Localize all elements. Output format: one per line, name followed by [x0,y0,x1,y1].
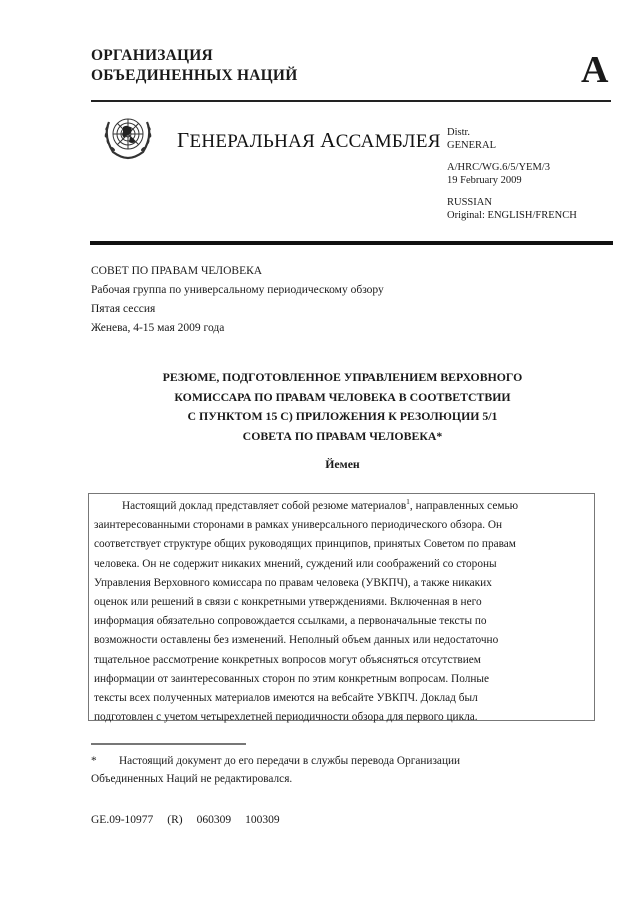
document-language: RUSSIAN [447,197,492,208]
working-group: Рабочая группа по универсальному периодическому обзору [91,284,384,296]
summary-line-3: соответствует структуре общих руководящих принципов, принятых Советом по правам [94,538,516,551]
organization-line-1: ОРГАНИЗАЦИЯ [91,47,213,64]
footnote-ref[interactable]: 1 [406,497,410,506]
title-line-4: СОВЕТА ПО ПРАВАМ ЧЕЛОВЕКА* [242,428,443,443]
document-symbol: A/HRC/WG.6/5/YEM/3 [447,162,550,173]
footnote [91,752,571,788]
summary-text [94,497,592,727]
document-date: 19 February 2009 [447,175,522,186]
revision-mark: (R) [167,814,183,826]
assembly-cap-2: А [320,128,336,152]
un-emblem-icon [97,112,159,160]
summary-line-1-text: Настоящий доклад представляет собой резюме материалов [122,500,407,512]
summary-line-8: возможности оставлены без изменений. Неполный объем данных или недостаточно [94,634,499,647]
assembly-rest-1: ЕНЕРАЛЬНАЯ [189,131,321,152]
summary-line-11: тексты всех полученных материалов имеются на вебсайте УВКПЧ. Доклад был [94,692,478,705]
footnote-divider [91,743,246,745]
venue-dates: Женева, 4-15 мая 2009 года [91,322,225,334]
organization-line-2: ОБЪЕДИНЕННЫХ НАЦИЙ [91,67,298,84]
summary-line-1-tail: , направленных семью [409,500,519,512]
summary-line-1 [94,497,592,516]
council-name: СОВЕТ ПО ПРАВАМ ЧЕЛОВЕКА [91,265,263,277]
job-number: GE.09-10977 [91,814,154,826]
job-number-footer [91,812,294,828]
document-title [130,368,555,446]
footnote-text-line-1: Настоящий документ до его передачи в службы перевода Организации [119,755,461,767]
footnote-text-line-2: Объединенных Наций не редактировался. [91,773,293,785]
header-divider [91,100,611,102]
general-assembly-heading [177,128,441,154]
summary-line-9: тщательное рассмотрение конкретных вопросов могут объясняться отсутствием [94,653,481,666]
summary-line-10: информации от заинтересованных сторон по этим конкретным вопросам. Полные [94,672,490,685]
distr-value: GENERAL [447,140,496,151]
title-line-2: КОМИССАРА ПО ПРАВАМ ЧЕЛОВЕКА В СООТВЕТСТВИИ [174,389,511,404]
session: Пятая сессия [91,303,156,315]
assembly-cap-1: Г [177,128,190,152]
summary-line-7: информация обязательно сопровождается ссылками, а первоначальные тексты по [94,615,487,628]
document-series-letter: A [581,49,609,91]
original-language: Original: ENGLISH/FRENCH [447,210,577,221]
footnote-marker: * [91,755,97,767]
summary-line-6: оценок или решений в связи с конкретными утверждениями. Включенная в него [94,596,482,609]
date-code-2: 100309 [245,814,280,826]
organization-name [91,46,297,86]
masthead-thick-divider [90,241,613,245]
council-info [91,262,384,338]
title-line-3: С ПУНКТОМ 15 С) ПРИЛОЖЕНИЯ К РЕЗОЛЮЦИИ 5/1 [187,409,498,423]
summary-line-12: подготовлен с учетом четырехлетней периодичности обзора для первого цикла. [94,711,478,724]
title-line-1: РЕЗЮМЕ, ПОДГОТОВЛЕННОЕ УПРАВЛЕНИЕМ ВЕРХОВНОГО [162,370,523,384]
summary-line-2: заинтересованными сторонами в рамках универсального периодического обзора. Он [94,519,503,532]
country-name: Йемен [325,457,360,471]
summary-line-5: Управления Верховного комиссара по правам человека (УВКПЧ), а также никаких [94,576,492,589]
distr-label: Distr. [447,127,471,138]
assembly-rest-2: ССАМБЛЕЯ [335,131,441,152]
distribution-block [447,126,577,231]
date-code-1: 060309 [196,814,232,826]
summary-line-4: человека. Он не содержит никаких мнений, суждений или соображений со стороны [94,557,497,570]
